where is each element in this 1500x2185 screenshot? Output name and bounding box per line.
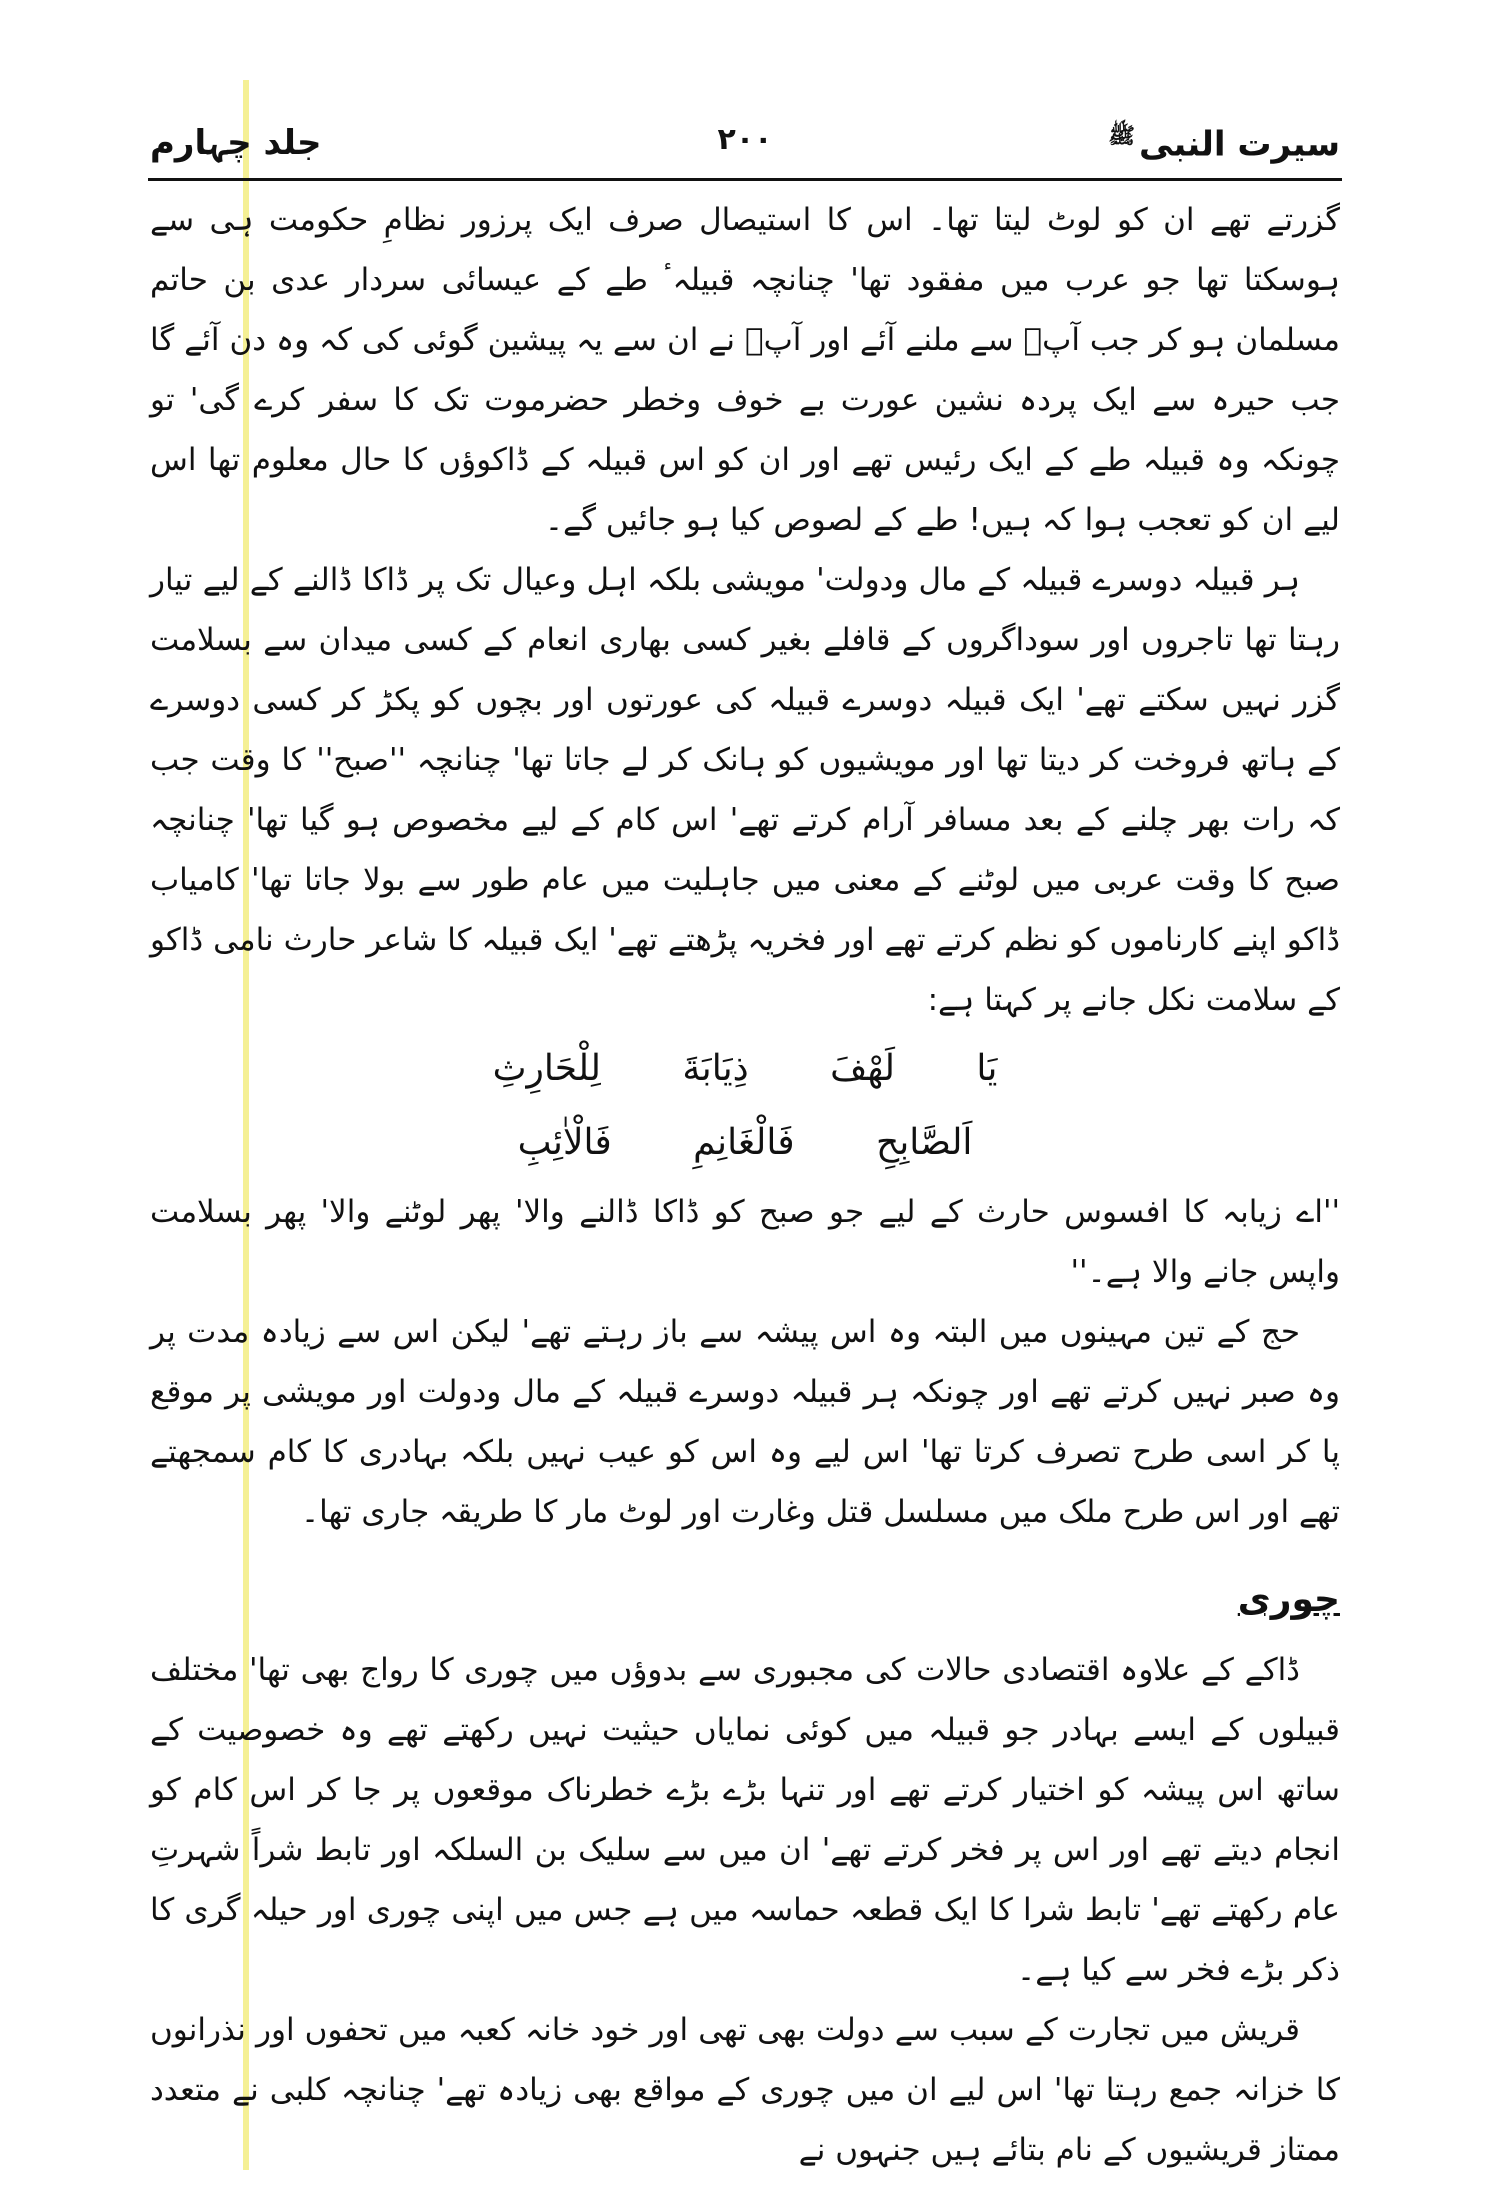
- header-rule: [148, 178, 1342, 181]
- paragraph-3: حج کے تین مہینوں میں البتہ وہ اس پیشہ سے باز رہتے تھے' لیکن اس سے زیادہ مدت پر وہ صبر نہیں کرتے تھے اور چونکہ ہر قبیلہ دوسرے قبیلہ کے مال ودولت اور مویشی پر موقع پا کر اسی طرح تصرف کرتا تھا' اس لیے وہ اس کو عیب نہیں بلکہ بہادری کا کام سمجھتے تھے اور اس طرح ملک میں مسلسل قتل وغارت اور لوٹ مار کا طریقہ جاری تھا۔: [150, 1314, 1340, 1530]
- book-title-text: سیرت النبی: [1138, 124, 1340, 165]
- section-heading-theft: چوری: [1237, 1579, 1340, 1620]
- verse-line-1: یَا لَهْفَ ذِيَابَةَ لِلْحَارِثِ: [492, 1048, 998, 1089]
- verse-translation: ''اے زیابہ کا افسوس حارث کے لیے جو صبح کو ڈاکا ڈالنے والا' پھر لوٹنے والا' پھر بسلامت واپس جانے والا ہے۔'': [150, 1194, 1340, 1290]
- verse-line-2: اَلصَّابِحِ فَالْغَانِمِ فَالْاٰئِبِ: [517, 1122, 973, 1163]
- salutation: ﷺ: [1108, 124, 1135, 149]
- paragraph-5: قریش میں تجارت کے سبب سے دولت بھی تھی اور خود خانہ کعبہ میں تحفوں اور نذرانوں کا خزانہ جمع رہتا تھا' اس لیے ان میں چوری کے مواقع بھی زیادہ تھے' چنانچہ کلبی نے متعدد ممتاز قریشیوں کے نام بتائے ہیں جنہوں نے: [150, 2012, 1340, 2168]
- paragraph-1: گزرتے تھے ان کو لوٹ لیتا تھا۔ اس کا استیصال صرف ایک پرزور نظامِ حکومت ہی سے ہوسکتا تھا جو عرب میں مفقود تھا' چنانچہ قبیلہٴ طے کے عیسائی سردار عدی بن حاتم مسلمان ہو کر جب آپؐ سے ملنے آئے اور آپؐ نے ان سے یہ پیشین گوئی کی کہ وہ دن آئے گا جب حیرہ سے ایک پردہ نشین عورت بے خوف وخطر حضرموت تک کا سفر کرے گی' تو چونکہ وہ قبیلہ طے کے ایک رئیس تھے اور ان کو اس قبیلہ کے ڈاکوؤں کا حال معلوم تھا اس لیے ان کو تعجب ہوا کہ ہیں! طے کے لصوص کیا ہو جائیں گے۔: [150, 202, 1340, 538]
- volume-label: جلد چہارم: [150, 123, 322, 163]
- page-header: [150, 118, 1340, 174]
- paragraph-2: ہر قبیلہ دوسرے قبیلہ کے مال ودولت' مویشی بلکہ اہل وعیال تک پر ڈاکا ڈالنے کے لیے تیار رہتا تھا تاجروں اور سوداگروں کے قافلے بغیر کسی بھاری انعام کے کسی میدان سے بسلامت گزر نہیں سکتے تھے' ایک قبیلہ دوسرے قبیلہ کی عورتوں اور بچوں کو پکڑ کر کسی دوسرے کے ہاتھ فروخت کر دیتا تھا اور مویشیوں کو ہانک کر لے جاتا تھا' چنانچہ ''صبح'' کا وقت جب کہ رات بھر چلنے کے بعد مسافر آرام کرتے تھے' اس کام کے لیے مخصوص ہو گیا تھا' چنانچہ صبح کا وقت عربی میں لوٹنے کے معنی میں جاہلیت میں عام طور سے بولا جاتا تھا' کامیاب ڈاکو اپنے کارناموں کو نظم کرتے تھے اور فخریہ پڑھتے تھے' ایک قبیلہ کا شاعر حارث نامی ڈاکو کے سلامت نکل جانے پر کہتا ہے:: [150, 562, 1340, 1018]
- body-text: [150, 190, 1340, 2180]
- paragraph-4: ڈاکے کے علاوہ اقتصادی حالات کی مجبوری سے بدوؤں میں چوری کا رواج بھی تھا' مختلف قبیلوں کے ایسے بہادر جو قبیلہ میں کوئی نمایاں حیثیت نہیں رکھتے تھے وہ خصوصیت کے ساتھ اس پیشہ کو اختیار کرتے تھے اور تنہا بڑے بڑے خطرناک موقعوں پر جا کر اس کام کو انجام دیتے تھے اور اس پر فخر کرتے تھے' ان میں سے سلیک بن السلکہ اور تابط شراً شہرتِ عام رکھتے تھے' تابط شرا کا ایک قطعہ حماسہ میں ہے جس میں اپنی چوری اور حیلہ گری کا ذکر بڑے فخر سے کیا ہے۔: [150, 1652, 1340, 1988]
- page-number: ۲۰۰: [717, 122, 773, 157]
